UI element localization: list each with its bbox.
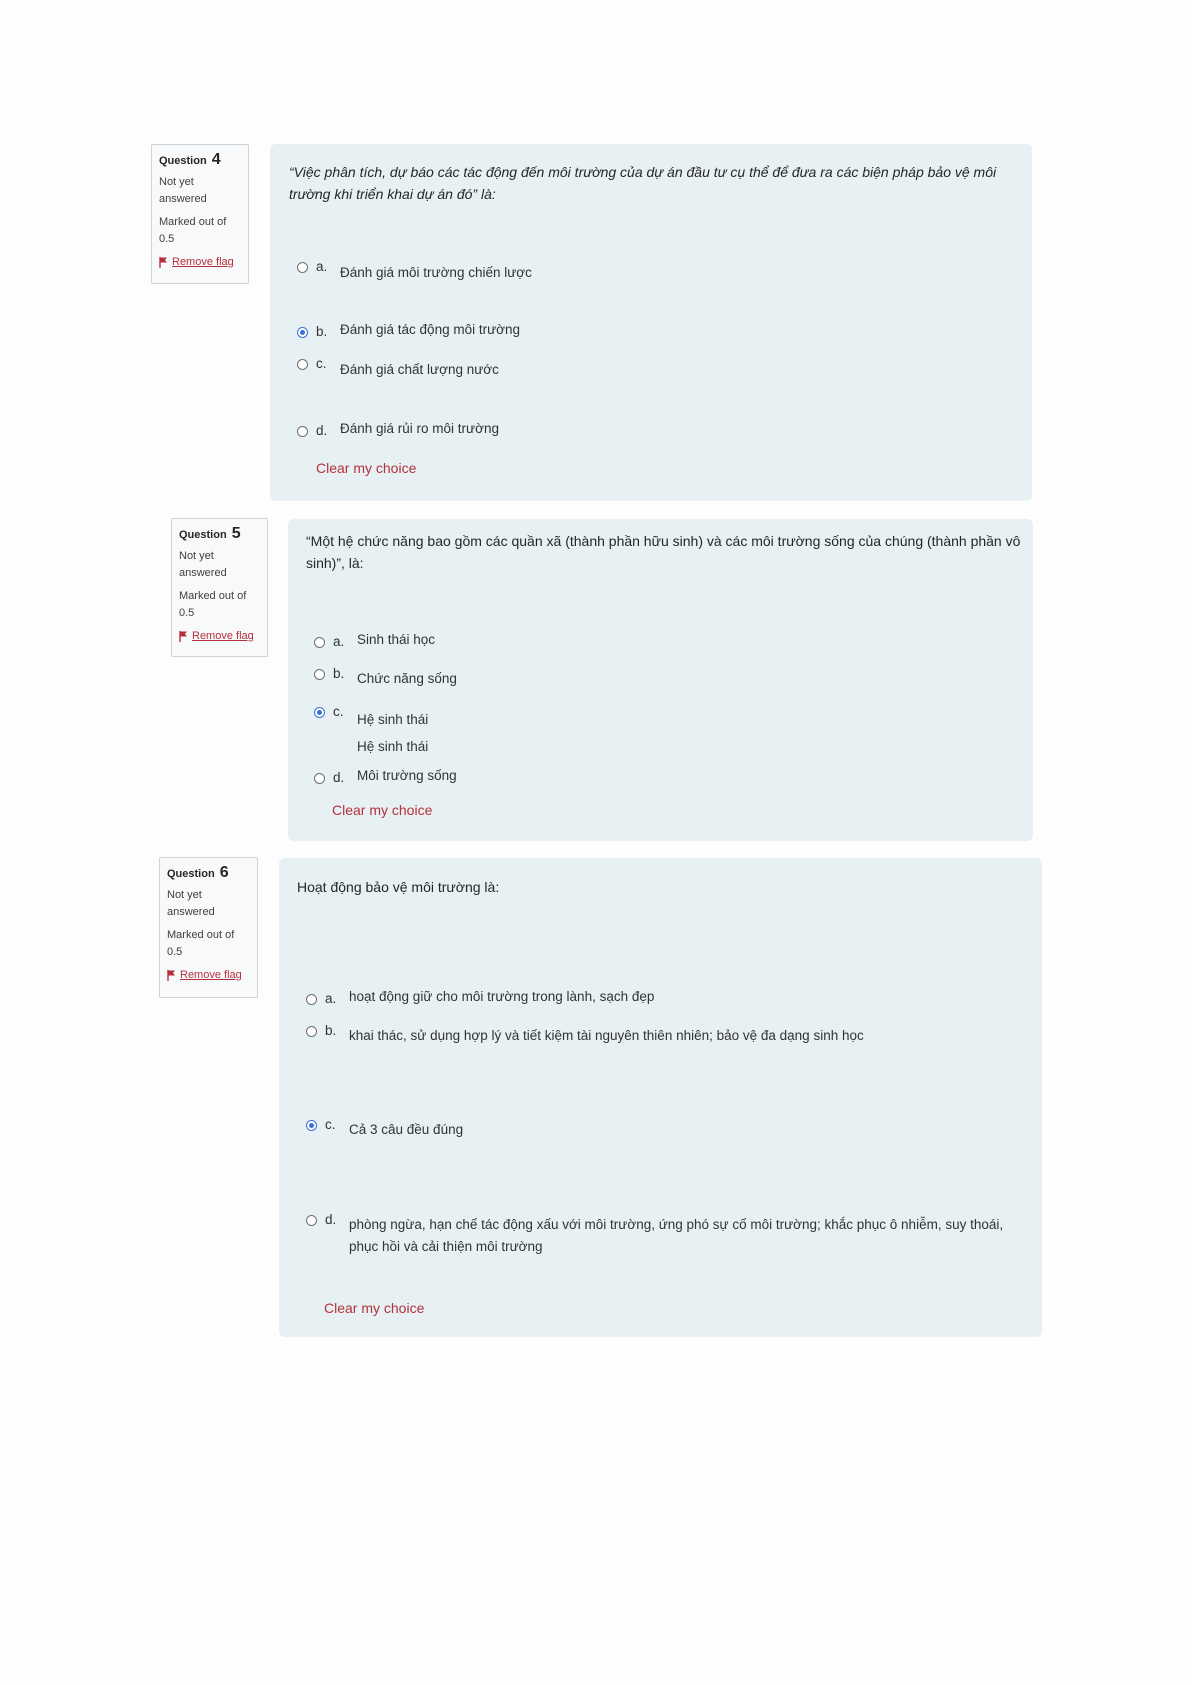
remove-flag-label: Remove flag [172,256,234,268]
option-text: hoạt động giữ cho môi trường trong lành, sạch đẹp [349,989,655,1004]
question-text-line: “Một hệ chức năng bao gồm các quần xã (thành phần hữu sinh) và các môi trường sống của chúng (thành phần vô [306,533,1021,549]
question-number [179,525,260,544]
answer-option-d[interactable] [314,770,457,792]
question-info-4 [151,144,249,284]
option-letter: a. [325,991,337,1006]
question-text [297,876,1027,898]
radio-button[interactable] [297,327,308,338]
radio-button[interactable] [314,669,325,680]
question-number [159,151,241,170]
question-status: Not yet answered [179,550,227,579]
question-label: Question [179,529,227,541]
question-grade: Marked out of 0.5 [179,590,247,619]
remove-flag-label: Remove flag [192,630,254,642]
question-number-value: 6 [219,864,229,881]
flag-icon [167,970,176,981]
question-text-line: sinh)”, là: [306,555,364,571]
question-number [167,864,250,883]
clear-my-choice-link[interactable]: Clear my choice [316,460,417,476]
question-text-line: trường khi triển khai dự án đó” là: [289,186,496,202]
clear-my-choice-link[interactable]: Clear my choice [332,802,433,818]
question-info-5 [171,518,268,657]
answer-option-d[interactable] [297,423,499,445]
option-text: Sinh thái học [357,632,436,647]
option-text: Đánh giá rủi ro môi trường [340,421,499,436]
question-content-6 [279,858,1042,1337]
option-text-line: phòng ngừa, hạn chế tác động xấu với môi trường, ứng phó sự cố môi trường; khắc phục ô nhiễm, suy thoái, [349,1217,1004,1232]
radio-button[interactable] [314,637,325,648]
option-text-line: Hệ sinh thái [357,712,429,727]
question-grade: Marked out of 0.5 [159,216,227,245]
option-letter: d. [325,1212,337,1227]
remove-flag-link[interactable] [179,628,260,645]
answer-option-b[interactable] [306,1023,864,1045]
option-text: Chức năng sống [357,671,457,686]
answer-option-c[interactable] [297,356,499,378]
option-text: Môi trường sống [357,768,457,783]
answer-option-a[interactable] [297,259,532,279]
question-grade: Marked out of 0.5 [167,929,235,958]
radio-button[interactable] [306,1026,317,1037]
question-status: Not yet answered [167,889,215,918]
question-label: Question [159,155,207,167]
option-text-line: phục hồi và cải thiện môi trường [349,1239,543,1254]
answer-option-a[interactable] [306,991,654,1013]
option-letter: d. [316,423,328,438]
option-text: khai thác, sử dụng hợp lý và tiết kiệm tài nguyên thiên nhiên; bảo vệ đa dạng sinh học [349,1028,864,1043]
question-text-line: Hoạt động bảo vệ môi trường là: [297,879,500,895]
answer-option-c[interactable] [306,1117,463,1139]
remove-flag-link[interactable] [167,967,250,984]
question-text [289,161,1019,205]
radio-button[interactable] [297,359,308,370]
radio-button[interactable] [306,994,317,1005]
option-letter: d. [333,770,345,785]
option-letter: b. [316,324,328,339]
question-status: Not yet answered [159,176,207,205]
radio-button[interactable] [306,1120,317,1131]
question-number-value: 4 [211,151,221,168]
question-label: Question [167,868,215,880]
radio-button[interactable] [297,262,308,273]
option-letter: b. [333,666,345,681]
clear-my-choice-link[interactable]: Clear my choice [324,1300,425,1316]
question-content-4 [270,144,1032,501]
answer-option-b[interactable] [297,324,520,346]
option-letter: b. [325,1023,337,1038]
answer-option-b[interactable] [314,666,457,688]
option-letter: a. [316,259,328,274]
option-letter: a. [333,634,345,649]
answer-option-c[interactable] [314,704,428,758]
option-text: Cả 3 câu đều đúng [349,1122,464,1137]
option-text: Đánh giá môi trường chiến lược [340,265,532,280]
radio-button[interactable] [314,707,325,718]
option-letter: c. [316,356,327,371]
radio-button[interactable] [314,773,325,784]
option-text [349,1214,1003,1258]
question-number-value: 5 [231,525,241,542]
remove-flag-label: Remove flag [180,969,242,981]
question-text-line: “Việc phân tích, dự báo các tác động đến môi trường của dự án đầu tư cụ thể để đưa ra các biện pháp bảo vệ môi [289,164,997,180]
question-content-5 [288,519,1033,841]
option-text [357,706,428,760]
option-letter: c. [333,704,344,719]
option-text: Đánh giá tác động môi trường [340,322,520,337]
flag-icon [159,257,168,268]
remove-flag-link[interactable] [159,254,241,271]
radio-button[interactable] [297,426,308,437]
question-info-6 [159,857,258,998]
radio-button[interactable] [306,1215,317,1226]
option-text: Đánh giá chất lượng nước [340,362,499,377]
answer-option-d[interactable] [306,1212,1003,1256]
answer-option-a[interactable] [314,634,435,656]
question-text [306,530,1026,574]
option-letter: c. [325,1117,336,1132]
flag-icon [179,631,188,642]
option-text-line: Hệ sinh thái [357,739,429,754]
